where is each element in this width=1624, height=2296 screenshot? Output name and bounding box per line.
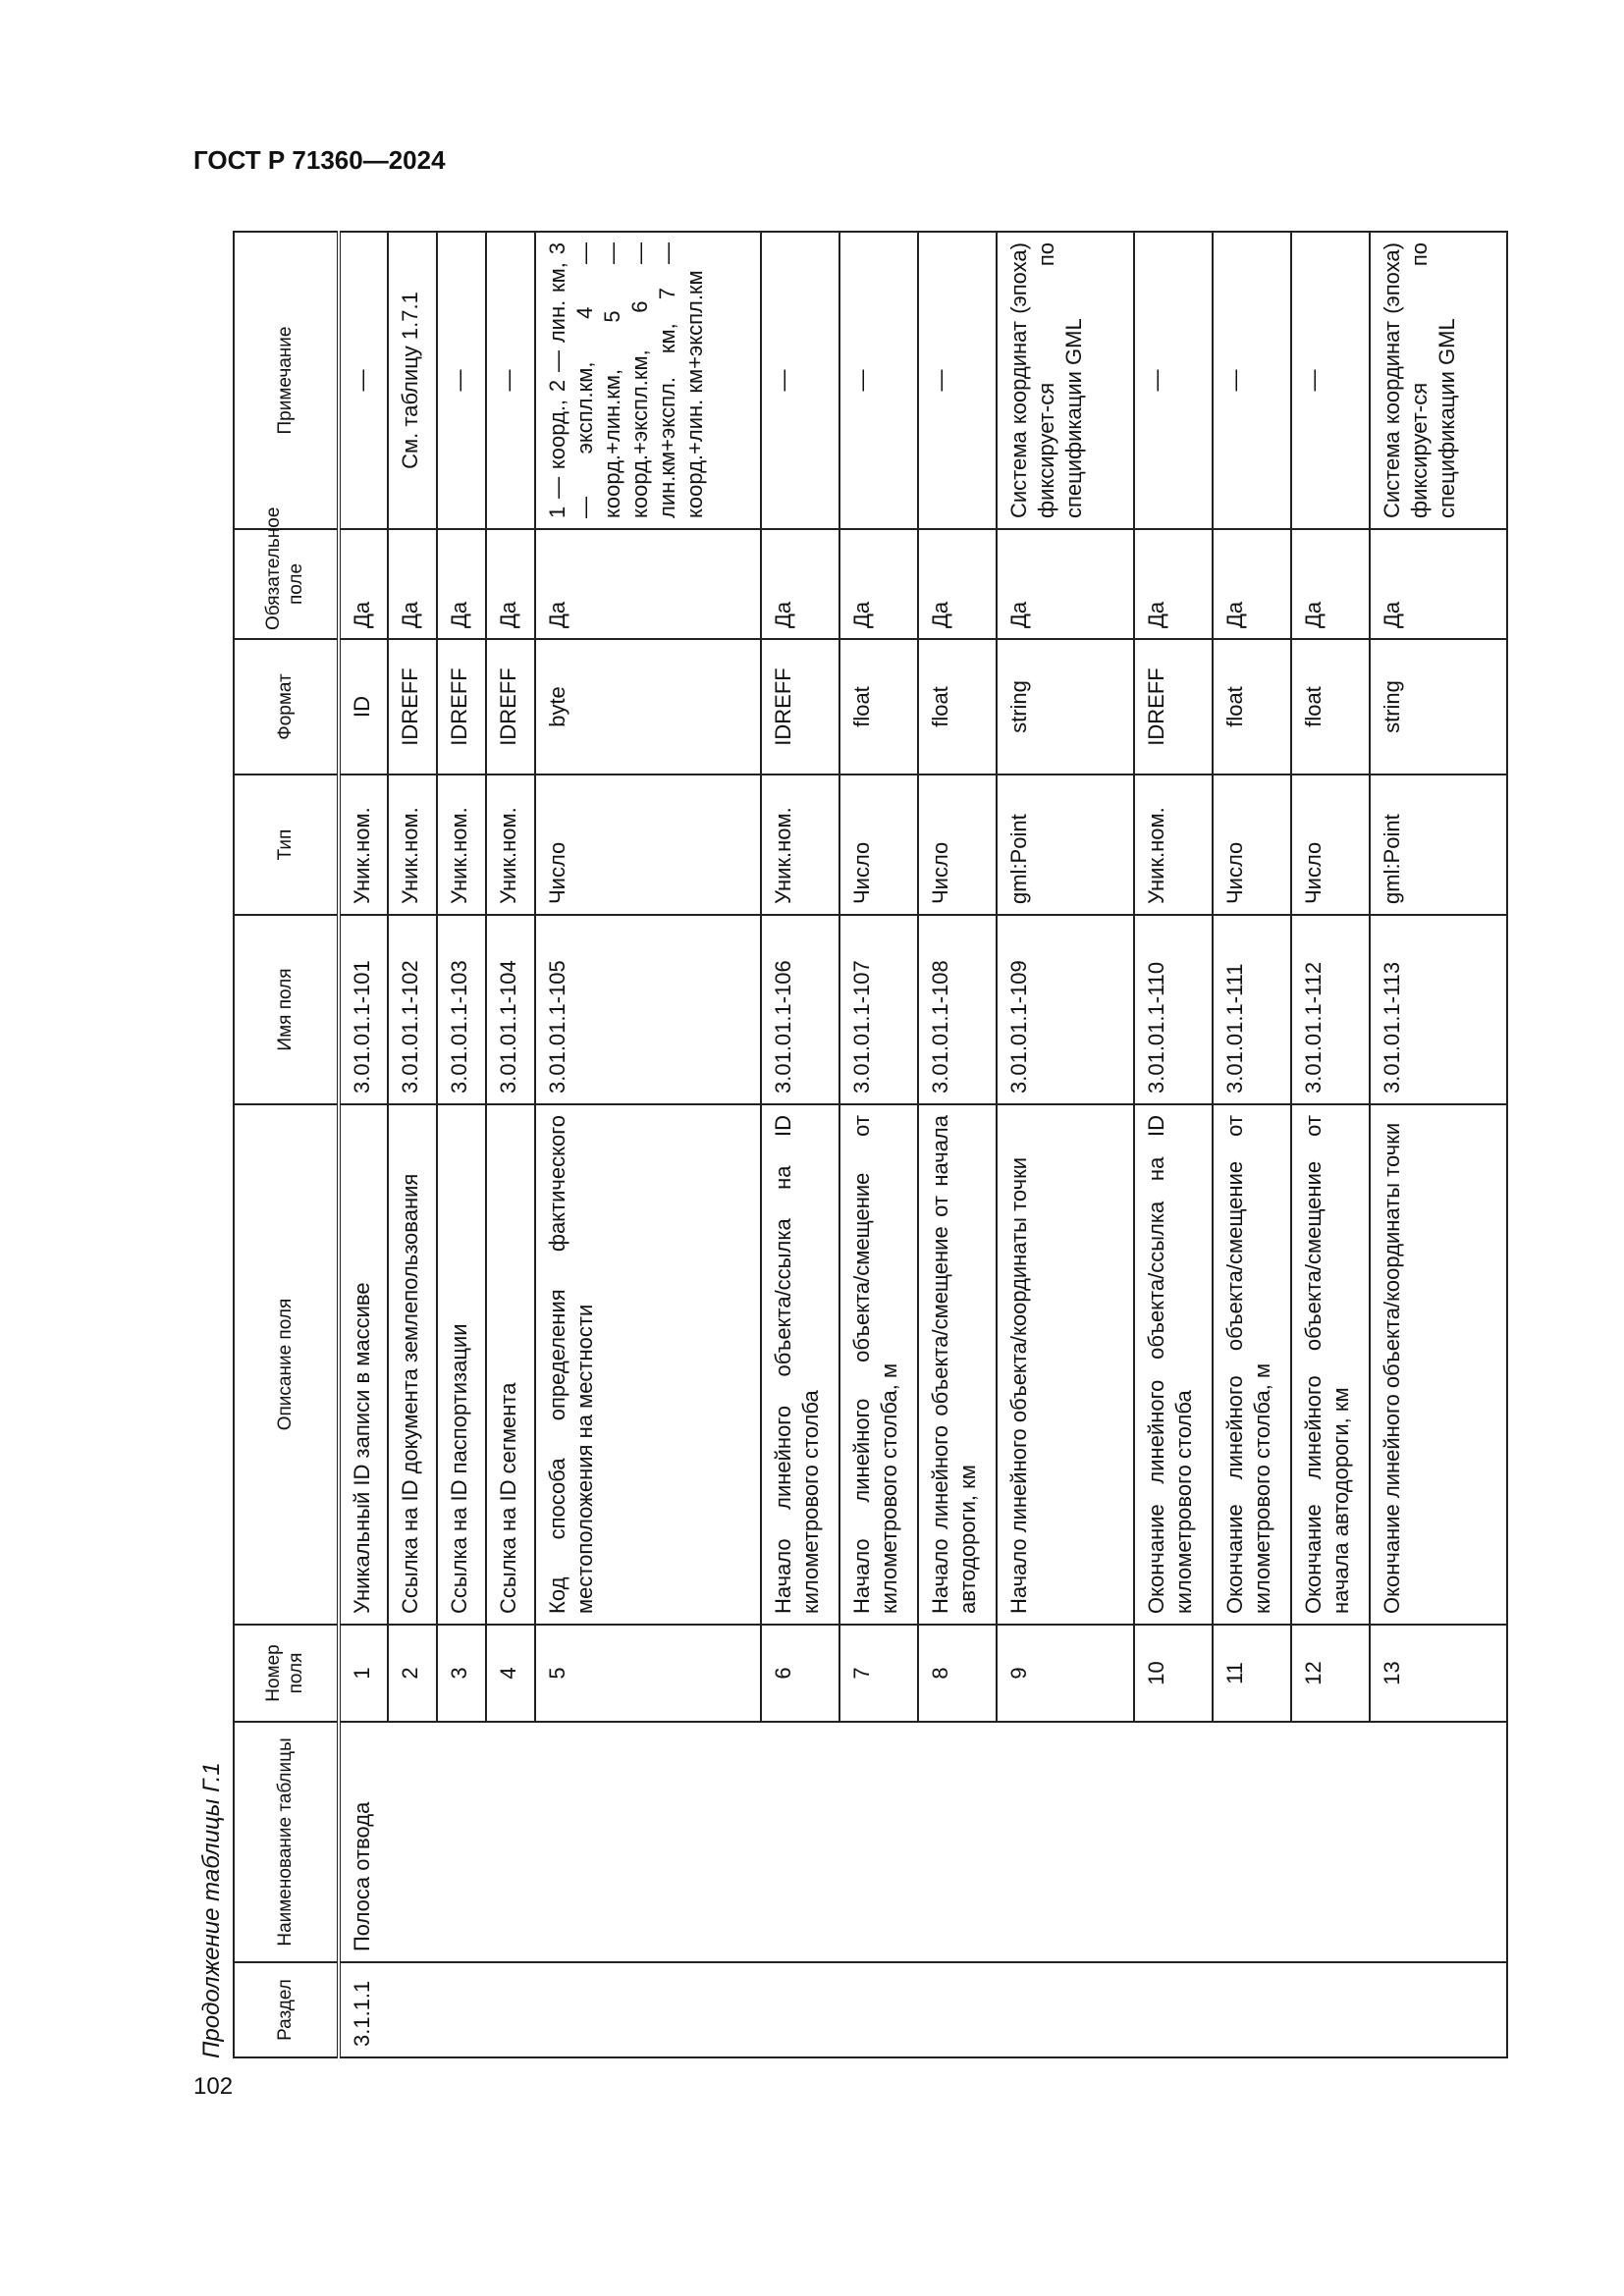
cell-note: — [918, 232, 997, 529]
cell-field-no: 8 [918, 1625, 997, 1722]
cell-required: Да [437, 529, 486, 639]
cell-field-no: 12 [1291, 1625, 1370, 1722]
cell-type: gml:Point [1370, 774, 1507, 915]
cell-format: IDREFF [1134, 639, 1213, 774]
header-type: Тип [234, 774, 339, 915]
cell-field-name: 3.01.01.1-101 [339, 915, 388, 1104]
cell-field-name: 3.01.01.1-102 [388, 915, 437, 1104]
cell-field-name: 3.01.01.1-106 [761, 915, 839, 1104]
cell-required: Да [388, 529, 437, 639]
cell-description: Уникальный ID записи в массиве [339, 1104, 388, 1625]
page-number: 102 [193, 2073, 234, 2100]
cell-field-name: 3.01.01.1-112 [1291, 915, 1370, 1104]
cell-description: Ссылка на ID сегмента [486, 1104, 535, 1625]
cell-required: Да [1134, 529, 1213, 639]
cell-format: string [997, 639, 1134, 774]
cell-required: Да [1291, 529, 1370, 639]
cell-format: IDREFF [761, 639, 839, 774]
cell-type: gml:Point [997, 774, 1134, 915]
cell-format: float [1291, 639, 1370, 774]
cell-required: Да [918, 529, 997, 639]
cell-required: Да [997, 529, 1134, 639]
cell-note: Система координат (эпоха) фиксирует-ся по спецификации GML [997, 232, 1134, 529]
cell-note: — [437, 232, 486, 529]
cell-field-name: 3.01.01.1-110 [1134, 915, 1213, 1104]
cell-note: — [839, 232, 918, 529]
cell-note: — [486, 232, 535, 529]
cell-required: Да [535, 529, 761, 639]
cell-field-no: 4 [486, 1625, 535, 1722]
cell-note: — [1213, 232, 1291, 529]
cell-field-no: 7 [839, 1625, 918, 1722]
cell-field-no: 13 [1370, 1625, 1507, 1722]
header-required: Обязательное поле [234, 529, 339, 639]
cell-field-no: 5 [535, 1625, 761, 1722]
cell-format: float [839, 639, 918, 774]
cell-type: Уник.ном. [339, 774, 388, 915]
cell-required: Да [486, 529, 535, 639]
cell-field-no: 3 [437, 1625, 486, 1722]
continuation-title: Продолжение таблицы Г.1 [198, 1762, 225, 2058]
header-description: Описание поля [234, 1104, 339, 1625]
cell-type: Уник.ном. [486, 774, 535, 915]
cell-field-name: 3.01.01.1-108 [918, 915, 997, 1104]
cell-format: string [1370, 639, 1507, 774]
cell-format: ID [339, 639, 388, 774]
cell-required: Да [1370, 529, 1507, 639]
cell-type: Уник.ном. [437, 774, 486, 915]
cell-description: Окончание линейного объекта/координаты точки [1370, 1104, 1507, 1625]
cell-description: Код способа определения фактического местоположения на местности [535, 1104, 761, 1625]
cell-description: Окончание линейного объекта/смещение от километрового столба, м [1213, 1104, 1291, 1625]
table-header-row [234, 232, 339, 2057]
cell-description: Окончание линейного объекта/ссылка на ID километрового столба [1134, 1104, 1213, 1625]
header-field-no: Номер поля [234, 1625, 339, 1722]
cell-type: Число [918, 774, 997, 915]
cell-field-no: 1 [339, 1625, 388, 1722]
cell-note: 1 — коорд., 2 — лин. км, 3 — экспл.км, 4 — коорд.+лин.км, 5 — коорд.+экспл.км, 6 — лин.км+экспл. км, 7 — коорд.+лин. км+экспл.км [535, 232, 761, 529]
cell-field-no: 10 [1134, 1625, 1213, 1722]
cell-format: float [1213, 639, 1291, 774]
header-table-name: Наименование таблицы [234, 1722, 339, 1962]
cell-description: Начало линейного объекта/ссылка на ID километрового столба [761, 1104, 839, 1625]
cell-format: byte [535, 639, 761, 774]
cell-field-no: 11 [1213, 1625, 1291, 1722]
cell-section: 3.1.1.1 [339, 1962, 1507, 2057]
cell-required: Да [339, 529, 388, 639]
cell-description: Окончание линейного объекта/смещение от начала автодороги, км [1291, 1104, 1370, 1625]
cell-field-name: 3.01.01.1-107 [839, 915, 918, 1104]
cell-required: Да [761, 529, 839, 639]
cell-field-name: 3.01.01.1-111 [1213, 915, 1291, 1104]
cell-type: Уник.ном. [388, 774, 437, 915]
header-section: Раздел [234, 1962, 339, 2057]
cell-type: Уник.ном. [761, 774, 839, 915]
cell-type: Число [1291, 774, 1370, 915]
cell-type: Уник.ном. [1134, 774, 1213, 915]
cell-type: Число [1213, 774, 1291, 915]
cell-note: — [761, 232, 839, 529]
cell-field-name: 3.01.01.1-105 [535, 915, 761, 1104]
cell-note: — [1291, 232, 1370, 529]
cell-table-name: Полоса отвода [339, 1722, 1507, 1962]
cell-format: IDREFF [388, 639, 437, 774]
cell-field-name: 3.01.01.1-113 [1370, 915, 1507, 1104]
cell-field-name: 3.01.01.1-109 [997, 915, 1134, 1104]
cell-description: Ссылка на ID документа землепользования [388, 1104, 437, 1625]
header-field-name: Имя поля [234, 915, 339, 1104]
cell-format: IDREFF [486, 639, 535, 774]
cell-required: Да [839, 529, 918, 639]
cell-description: Начало линейного объекта/смещение от километрового столба, м [839, 1104, 918, 1625]
cell-format: float [918, 639, 997, 774]
cell-field-no: 9 [997, 1625, 1134, 1722]
rotated-table-block [191, 233, 1497, 2058]
cell-note: — [339, 232, 388, 529]
table-row [339, 232, 388, 2057]
table-body [339, 232, 1507, 2057]
cell-type: Число [839, 774, 918, 915]
cell-note: — [1134, 232, 1213, 529]
cell-note: См. таблицу 1.7.1 [388, 232, 437, 529]
cell-required: Да [1213, 529, 1291, 639]
cell-description: Начало линейного объекта/координаты точки [997, 1104, 1134, 1625]
cell-field-no: 6 [761, 1625, 839, 1722]
cell-description: Ссылка на ID паспортизации [437, 1104, 486, 1625]
cell-format: IDREFF [437, 639, 486, 774]
cell-field-name: 3.01.01.1-104 [486, 915, 535, 1104]
cell-description: Начало линейного объекта/смещение от начала автодороги, км [918, 1104, 997, 1625]
cell-field-no: 2 [388, 1625, 437, 1722]
header-format: Формат [234, 639, 339, 774]
header-note: Примечание [234, 232, 339, 529]
document-header: ГОСТ Р 71360—2024 [193, 145, 446, 175]
cell-type: Число [535, 774, 761, 915]
data-table [233, 231, 1508, 2058]
cell-note: Система координат (эпоха) фиксирует-ся по спецификации GML [1370, 232, 1507, 529]
cell-field-name: 3.01.01.1-103 [437, 915, 486, 1104]
